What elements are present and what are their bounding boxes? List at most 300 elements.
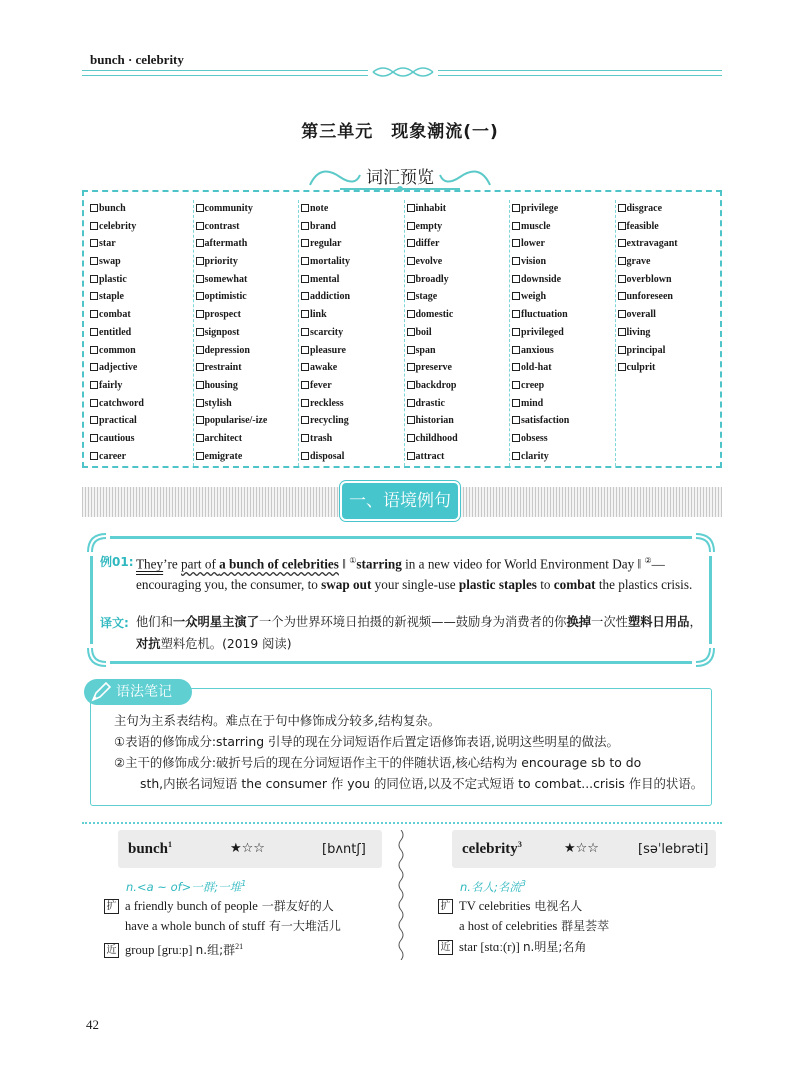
keyword-phrase: plastic staples (458, 577, 537, 593)
example-sentence-en (136, 550, 706, 595)
example-label-text: 例01 (100, 555, 129, 569)
checkbox-icon[interactable] (618, 222, 626, 230)
checkbox-icon[interactable] (618, 292, 626, 300)
vocab-word: practical (99, 415, 137, 427)
vocab-word: satisfaction (521, 415, 570, 427)
vocab-word: link (310, 309, 327, 321)
checkbox-icon[interactable] (90, 434, 98, 442)
checkbox-icon[interactable] (196, 204, 204, 212)
vocab-item[interactable] (90, 395, 193, 413)
synonym (104, 937, 243, 960)
sentence-fragment: in a new video for World Environment Day ‖ (401, 556, 645, 572)
checkbox-icon[interactable] (512, 222, 520, 230)
vocab-item[interactable] (196, 306, 299, 324)
checkbox-icon[interactable] (196, 239, 204, 247)
vocab-item[interactable] (196, 235, 299, 253)
checkbox-icon[interactable] (512, 310, 520, 318)
checkbox-icon[interactable] (301, 363, 309, 371)
vocab-item[interactable] (512, 430, 615, 448)
checkbox-icon[interactable] (618, 363, 626, 371)
vocab-item[interactable] (618, 271, 721, 289)
checkbox-icon[interactable] (618, 239, 626, 247)
checkbox-icon[interactable] (90, 381, 98, 389)
vocab-word: fever (310, 379, 332, 391)
vocab-item[interactable] (90, 288, 193, 306)
checkbox-icon[interactable] (90, 275, 98, 283)
extension-example (438, 896, 582, 916)
vocab-item[interactable] (407, 235, 510, 253)
vocab-item[interactable] (301, 448, 404, 466)
entry-card-bunch (118, 830, 382, 868)
vocab-item[interactable] (301, 359, 404, 377)
vocab-item[interactable] (618, 218, 721, 236)
extension-example (125, 916, 341, 936)
example-en: TV celebrities (459, 899, 531, 913)
checkbox-icon[interactable] (407, 257, 415, 265)
keyword-phrase: a bunch of celebrities (219, 556, 339, 572)
vocab-item[interactable] (512, 218, 615, 236)
vocab-item[interactable] (407, 288, 510, 306)
vocab-item[interactable] (301, 430, 404, 448)
vocab-word: bunch (99, 203, 126, 214)
grammar-note-title: 语法笔记 (116, 684, 172, 700)
checkbox-icon[interactable] (407, 452, 415, 460)
vocab-item[interactable] (618, 324, 721, 342)
checkbox-icon[interactable] (301, 452, 309, 460)
vocab-item[interactable] (618, 288, 721, 306)
checkbox-icon[interactable] (407, 434, 415, 442)
vocab-item[interactable] (90, 412, 193, 430)
translation-fragment: 他们和 (136, 615, 173, 629)
checkbox-icon[interactable] (90, 222, 98, 230)
vocab-word: architect (204, 432, 243, 444)
vocab-item[interactable] (301, 271, 404, 289)
vocab-item[interactable] (301, 288, 404, 306)
vocab-word: restraint (204, 362, 242, 374)
checkbox-icon[interactable] (196, 416, 204, 424)
vocab-item[interactable] (90, 235, 193, 253)
vocab-item[interactable] (90, 218, 193, 236)
vocab-word: star (99, 238, 116, 250)
annotation-marker: ① (349, 556, 357, 565)
vocab-item[interactable] (618, 342, 721, 360)
example-cn: 有一大堆活儿 (265, 919, 341, 933)
vocab-word: mental (310, 273, 340, 285)
vocab-word: culprit (626, 362, 656, 374)
vocab-item[interactable] (618, 306, 721, 324)
checkbox-icon[interactable] (301, 222, 309, 230)
vocab-list (82, 190, 722, 468)
vocab-item[interactable] (90, 342, 193, 360)
vocab-item[interactable] (196, 448, 299, 466)
vocab-item[interactable] (301, 342, 404, 360)
frequency-marker: 1 (241, 879, 247, 889)
checkbox-icon[interactable] (407, 399, 415, 407)
pen-icon (90, 681, 112, 703)
checkbox-icon[interactable] (618, 275, 626, 283)
section-title: 一、语境例句 (340, 481, 460, 521)
checkbox-icon[interactable] (512, 275, 520, 283)
vocab-item[interactable] (301, 395, 404, 413)
annotation-marker: ② (644, 556, 652, 565)
checkbox-icon[interactable] (196, 399, 204, 407)
vocab-item[interactable] (407, 359, 510, 377)
part-of-speech (126, 879, 246, 895)
vocab-word: historian (415, 415, 454, 427)
checkbox-icon[interactable] (407, 310, 415, 318)
checkbox-icon[interactable] (407, 222, 415, 230)
vocab-word: pleasure (310, 344, 346, 356)
vocab-item[interactable] (512, 359, 615, 377)
vocab-item[interactable] (90, 430, 193, 448)
frequency-marker: 3 (517, 840, 522, 849)
vocab-heading-text: 词汇预览 (366, 168, 434, 188)
vocab-item[interactable] (407, 377, 510, 395)
vocab-item[interactable] (196, 412, 299, 430)
definition-text: n.名人;名流 (460, 880, 521, 894)
checkbox-icon[interactable] (196, 363, 204, 371)
vocab-item[interactable] (90, 200, 193, 218)
vocab-item[interactable] (512, 412, 615, 430)
checkbox-icon[interactable] (196, 310, 204, 318)
header-ornament-icon (368, 64, 438, 80)
vocab-item[interactable] (301, 200, 404, 218)
vocab-item[interactable] (90, 306, 193, 324)
vocab-word: living (626, 326, 651, 338)
vocab-word: popularise/-ize (204, 415, 268, 427)
vocab-item[interactable] (407, 271, 510, 289)
vocab-word: emigrate (204, 450, 243, 462)
checkbox-icon[interactable] (512, 346, 520, 354)
synonym-word: group [gruːp] (125, 943, 196, 958)
vocab-word: addiction (310, 291, 351, 303)
checkbox-icon[interactable] (196, 434, 204, 442)
checkbox-icon[interactable] (196, 346, 204, 354)
checkbox-icon[interactable] (301, 292, 309, 300)
vocab-word: overall (626, 309, 656, 321)
vocab-column (88, 200, 194, 466)
extension-mark: 扩 (104, 899, 119, 914)
keyword-phrase: starring (356, 556, 402, 572)
vocab-word: principal (626, 344, 666, 356)
vocab-word: creep (521, 379, 545, 391)
vocab-word: plastic (99, 273, 127, 285)
checkbox-icon[interactable] (618, 310, 626, 318)
vocab-word: scarcity (310, 326, 344, 338)
checkbox-icon[interactable] (301, 399, 309, 407)
checkbox-icon[interactable] (90, 257, 98, 265)
vocab-word: empty (415, 220, 443, 232)
checkbox-icon[interactable] (301, 257, 309, 265)
checkbox-icon[interactable] (512, 381, 520, 389)
vocab-word: combat (99, 309, 131, 321)
vocab-item[interactable] (512, 448, 615, 466)
checkbox-icon[interactable] (301, 310, 309, 318)
checkbox-icon[interactable] (301, 434, 309, 442)
vocab-word: weigh (521, 291, 546, 303)
translation-fragment: 一个为世界环境日拍摄的新视频——鼓励身为消费者的你 (259, 615, 567, 629)
vocab-item[interactable] (407, 306, 510, 324)
checkbox-icon[interactable] (512, 328, 520, 336)
vocab-item[interactable] (90, 271, 193, 289)
running-header: bunch · celebrity (90, 52, 184, 67)
checkbox-icon[interactable] (512, 416, 520, 424)
checkbox-icon[interactable] (90, 239, 98, 247)
checkbox-icon[interactable] (407, 416, 415, 424)
vocab-item[interactable] (512, 271, 615, 289)
vocab-item[interactable] (407, 218, 510, 236)
vocab-word: unforeseen (626, 291, 673, 303)
grammar-line: ②主干的修饰成分:破折号后的现在分词短语作主干的伴随状语,核心结构为 encourage sb to do (114, 755, 642, 770)
sentence-fragment: your single-use (371, 577, 459, 593)
synonym-mark: 近 (104, 943, 119, 958)
checkbox-icon[interactable] (301, 381, 309, 389)
vocab-item[interactable] (196, 342, 299, 360)
vocab-word: clarity (521, 450, 549, 462)
vocab-item[interactable] (301, 253, 404, 271)
entry-word-text: bunch (128, 841, 169, 857)
entry-word-text: celebrity (462, 841, 518, 857)
translation-fragment: ， (689, 615, 702, 629)
vocab-item[interactable] (512, 324, 615, 342)
vocab-item[interactable] (512, 235, 615, 253)
checkbox-icon[interactable] (196, 275, 204, 283)
entry-card-celebrity (452, 830, 716, 868)
entry-word (462, 840, 522, 858)
vocab-item[interactable] (512, 306, 615, 324)
vocab-column (299, 200, 405, 466)
vocab-word: domestic (415, 309, 454, 321)
vocab-word: grave (626, 256, 651, 268)
checkbox-icon[interactable] (407, 275, 415, 283)
vocab-item[interactable] (512, 288, 615, 306)
checkbox-icon[interactable] (407, 328, 415, 336)
vocab-item[interactable] (196, 271, 299, 289)
vocab-word: career (99, 450, 127, 462)
vocab-word: drastic (415, 397, 445, 409)
checkbox-icon[interactable] (90, 328, 98, 336)
checkbox-icon[interactable] (301, 275, 309, 283)
grammar-note-tag (84, 679, 192, 705)
extension-example (104, 896, 334, 916)
checkbox-icon[interactable] (512, 204, 520, 212)
vocab-item[interactable] (301, 377, 404, 395)
example-cn: 群星荟萃 (557, 919, 610, 933)
vocab-word: old-hat (521, 362, 552, 374)
translation-label: 译文: (100, 616, 129, 630)
vocab-column (616, 200, 721, 466)
checkbox-icon[interactable] (618, 257, 626, 265)
corner-ornament-icon (84, 644, 110, 670)
frequency-marker: 21 (235, 942, 244, 951)
translation-label-text: 译文 (100, 616, 125, 630)
vocab-column (405, 200, 511, 466)
difficulty-stars: ★☆☆ (564, 841, 599, 856)
vocab-item[interactable] (407, 253, 510, 271)
checkbox-icon[interactable] (407, 292, 415, 300)
vocab-item[interactable] (512, 377, 615, 395)
checkbox-icon[interactable] (90, 452, 98, 460)
vocab-word: mortality (310, 256, 350, 268)
checkbox-icon[interactable] (196, 222, 204, 230)
checkbox-icon[interactable] (512, 239, 520, 247)
checkbox-icon[interactable] (90, 399, 98, 407)
grammar-line: ①表语的修饰成分:starring 引导的现在分词短语作后置定语修饰表语,说明这些明星的做法。 (114, 734, 619, 749)
vocab-item[interactable] (196, 395, 299, 413)
vocab-item[interactable] (301, 306, 404, 324)
vocab-word: span (415, 344, 436, 356)
vocab-word: somewhat (204, 273, 248, 285)
vocab-item[interactable] (196, 218, 299, 236)
vocab-item[interactable] (618, 235, 721, 253)
vocab-item[interactable] (407, 412, 510, 430)
vocab-item[interactable] (196, 288, 299, 306)
checkbox-icon[interactable] (196, 257, 204, 265)
vocab-word: awake (310, 362, 338, 374)
translation-keyword: 对抗 (136, 637, 161, 651)
checkbox-icon[interactable] (618, 328, 626, 336)
checkbox-icon[interactable] (512, 257, 520, 265)
checkbox-icon[interactable] (90, 363, 98, 371)
example-label: 例01: (100, 555, 134, 569)
vocab-word: feasible (626, 220, 659, 232)
vocab-item[interactable] (196, 377, 299, 395)
checkbox-icon[interactable] (618, 204, 626, 212)
vocab-word: depression (204, 344, 250, 356)
checkbox-icon[interactable] (90, 204, 98, 212)
checkbox-icon[interactable] (90, 292, 98, 300)
vocab-item[interactable] (407, 200, 510, 218)
vocab-word: privilege (521, 203, 559, 214)
grammar-note-text (114, 710, 710, 794)
vocab-item[interactable] (407, 395, 510, 413)
vocab-item[interactable] (90, 448, 193, 466)
synonym-word: star [stɑː(r)] (459, 940, 523, 954)
checkbox-icon[interactable] (512, 434, 520, 442)
vocab-item[interactable] (90, 253, 193, 271)
vocab-item[interactable] (196, 200, 299, 218)
checkbox-icon[interactable] (407, 363, 415, 371)
vocab-word: preserve (415, 362, 452, 374)
checkbox-icon[interactable] (90, 416, 98, 424)
sentence-subject: They (136, 556, 164, 572)
vocab-word: fairly (99, 379, 123, 391)
checkbox-icon[interactable] (196, 452, 204, 460)
vocab-word: fluctuation (521, 309, 568, 321)
vocab-item[interactable] (618, 200, 721, 218)
entry-word (128, 840, 172, 858)
vocab-column (510, 200, 616, 466)
checkbox-icon[interactable] (301, 416, 309, 424)
checkbox-icon[interactable] (301, 239, 309, 247)
sentence-fragment: — encouraging you, the consumer, to (136, 556, 665, 593)
vocab-item[interactable] (407, 342, 510, 360)
checkbox-icon[interactable] (407, 239, 415, 247)
vocab-word: signpost (204, 326, 240, 338)
page-number: 42 (86, 1017, 99, 1032)
vocab-word: stylish (204, 397, 232, 409)
frequency-marker: 1 (168, 840, 173, 849)
checkbox-icon[interactable] (407, 381, 415, 389)
extension-example (459, 916, 609, 936)
vocab-item[interactable] (196, 253, 299, 271)
checkbox-icon[interactable] (512, 363, 520, 371)
checkbox-icon[interactable] (196, 328, 204, 336)
vocab-item[interactable] (301, 235, 404, 253)
vocab-item[interactable] (407, 448, 510, 466)
checkbox-icon[interactable] (196, 292, 204, 300)
vocab-word: adjective (99, 362, 138, 374)
vocab-item[interactable] (512, 395, 615, 413)
vocab-word: entitled (99, 326, 132, 338)
checkbox-icon[interactable] (196, 381, 204, 389)
example-translation (136, 611, 708, 655)
vocab-item[interactable] (90, 359, 193, 377)
part-of-speech (460, 879, 526, 895)
vocab-word: disposal (310, 450, 345, 462)
vocab-item[interactable] (301, 324, 404, 342)
synonym (438, 937, 586, 957)
vocab-word: boil (415, 326, 432, 338)
checkbox-icon[interactable] (512, 399, 520, 407)
vocab-word: obsess (521, 432, 548, 444)
vocab-word: mind (521, 397, 544, 409)
vocab-word: privileged (521, 326, 564, 338)
vocab-item[interactable] (90, 377, 193, 395)
vocab-item[interactable] (407, 430, 510, 448)
synonym-definition: n.组;群 (195, 943, 236, 958)
checkbox-icon[interactable] (407, 204, 415, 212)
vocab-item[interactable] (512, 342, 615, 360)
vocab-heading (300, 155, 500, 195)
vocab-word: childhood (415, 432, 458, 444)
wavy-divider (397, 830, 405, 960)
vocab-item[interactable] (90, 324, 193, 342)
sentence-fragment: the plastics crisis. (595, 577, 693, 593)
checkbox-icon[interactable] (407, 346, 415, 354)
checkbox-icon[interactable] (301, 346, 309, 354)
checkbox-icon[interactable] (301, 204, 309, 212)
vocab-item[interactable] (196, 430, 299, 448)
vocab-item[interactable] (196, 324, 299, 342)
checkbox-icon[interactable] (90, 310, 98, 318)
vocab-item[interactable] (301, 412, 404, 430)
checkbox-icon[interactable] (301, 328, 309, 336)
synonym-definition: n.明星;名角 (522, 940, 587, 954)
checkbox-icon[interactable] (90, 346, 98, 354)
vocab-item[interactable] (512, 253, 615, 271)
vocab-word: common (99, 344, 136, 356)
vocab-item[interactable] (512, 200, 615, 218)
vocab-item[interactable] (618, 359, 721, 377)
vocab-item[interactable] (301, 218, 404, 236)
checkbox-icon[interactable] (512, 452, 520, 460)
vocab-item[interactable] (407, 324, 510, 342)
vocab-word: contrast (204, 220, 240, 232)
checkbox-icon[interactable] (618, 346, 626, 354)
grammar-line: 主句为主系表结构。难点在于句中修饰成分较多,结构复杂。 (114, 713, 441, 728)
vocab-item[interactable] (618, 253, 721, 271)
vocab-word: catchword (99, 397, 144, 409)
checkbox-icon[interactable] (512, 292, 520, 300)
sentence-fragment: to (536, 577, 554, 593)
vocab-item[interactable] (196, 359, 299, 377)
vocab-word: housing (204, 379, 238, 391)
vocab-word: swap (99, 256, 121, 268)
definition-text: n.<a ~ of>一群;一堆 (126, 880, 242, 894)
dotted-divider (82, 822, 722, 824)
vocab-word: trash (310, 432, 333, 444)
